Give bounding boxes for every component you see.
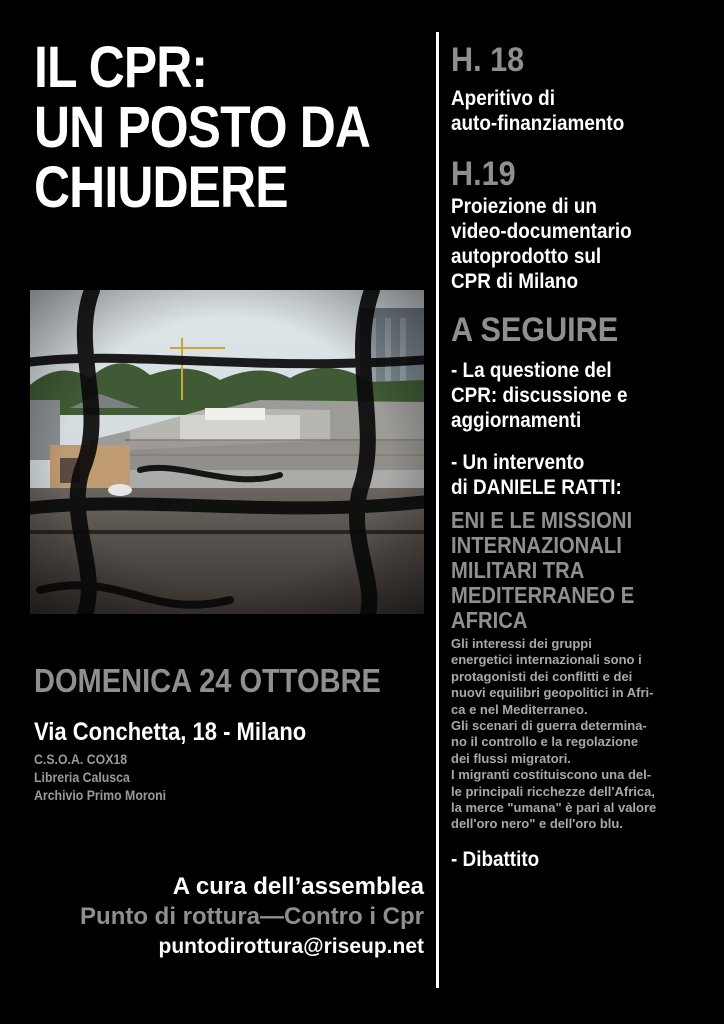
organizer-email[interactable]: puntodirottura@riseup.net — [158, 935, 424, 958]
talk-title-line: ENI E LE MISSIONI — [451, 507, 633, 533]
description-line: le principali ricchezze dell'Africa, — [451, 783, 655, 799]
description-line: la merce "umana" è pari al valore — [451, 800, 657, 816]
title-line: CHIUDERE — [34, 155, 288, 220]
organizer-block — [80, 872, 424, 962]
program-line: Aperitivo di — [451, 87, 555, 110]
venue-item: C.S.O.A. COX18 — [34, 751, 128, 767]
program-line: aggiornamenti — [451, 409, 582, 432]
program-line: CPR: discussione e — [451, 384, 628, 407]
program-line: autoprodotto sul — [451, 245, 602, 268]
talk-title-line: MILITARI TRA — [451, 557, 585, 583]
program-item-dibattito: - Dibattito — [451, 847, 540, 871]
talk-title-line: AFRICA — [451, 607, 528, 633]
description-line: nuovi equilibri geopolitici in Afri- — [451, 685, 654, 701]
description-line: Gli scenari di guerra determina- — [451, 718, 647, 734]
program-column — [451, 40, 723, 872]
program-line: CPR di Milano — [451, 270, 579, 293]
description-line: Gli interessi dei gruppi — [451, 636, 592, 651]
organizer-name: Punto di rottura—Contro i Cpr — [80, 903, 424, 930]
program-line: auto-finanziamento — [451, 112, 625, 135]
venue-item: Libreria Calusca — [34, 769, 130, 785]
organizer-intro: A cura dell’assemblea — [172, 873, 424, 900]
poster-title — [34, 35, 378, 220]
program-item-intervento — [451, 450, 721, 502]
title-line: IL CPR: — [34, 35, 208, 100]
description-line: ca e nel Mediterraneo. — [451, 701, 588, 717]
event-address: Via Conchetta, 18 - Milano — [34, 718, 307, 746]
program-time-h19: H.19 — [451, 155, 516, 193]
program-line: video-documentario — [451, 220, 632, 243]
program-line: - Un intervento — [451, 451, 585, 474]
after-heading: A SEGUIRE — [451, 311, 619, 349]
program-line: Proiezione di un — [451, 195, 597, 218]
program-line: di DANIELE RATTI: — [451, 476, 622, 499]
description-line: energetici internazionali sono i — [451, 652, 642, 668]
column-divider — [436, 32, 439, 988]
program-item-proiezione — [451, 194, 721, 296]
description-line: I migranti costituiscono una del- — [451, 767, 652, 783]
talk-title — [451, 508, 715, 634]
description-line: dei flussi migratori. — [451, 750, 571, 766]
title-line: UN POSTO DA — [34, 95, 371, 160]
program-line: - La questione del — [451, 359, 612, 382]
description-line: no il controllo e la regolazione — [451, 734, 639, 750]
venue-item: Archivio Primo Moroni — [34, 787, 167, 803]
program-item-questione — [451, 358, 721, 436]
program-time-h18: H. 18 — [451, 41, 525, 79]
talk-title-line: MEDITERRANEO E — [451, 582, 635, 608]
cpr-photo — [30, 290, 424, 614]
event-date: DOMENICA 24 OTTOBRE — [34, 662, 381, 699]
description-line: protagonisti dei conflitti e dei — [451, 668, 633, 684]
talk-title-line: INTERNAZIONALI — [451, 532, 622, 558]
cpr-photo-illustration — [30, 290, 424, 614]
description-line: dell'oro nero" e dell'oro blu. — [451, 816, 623, 832]
program-item-aperitivo — [451, 86, 721, 138]
talk-description — [451, 636, 723, 833]
venue-list — [34, 750, 166, 804]
